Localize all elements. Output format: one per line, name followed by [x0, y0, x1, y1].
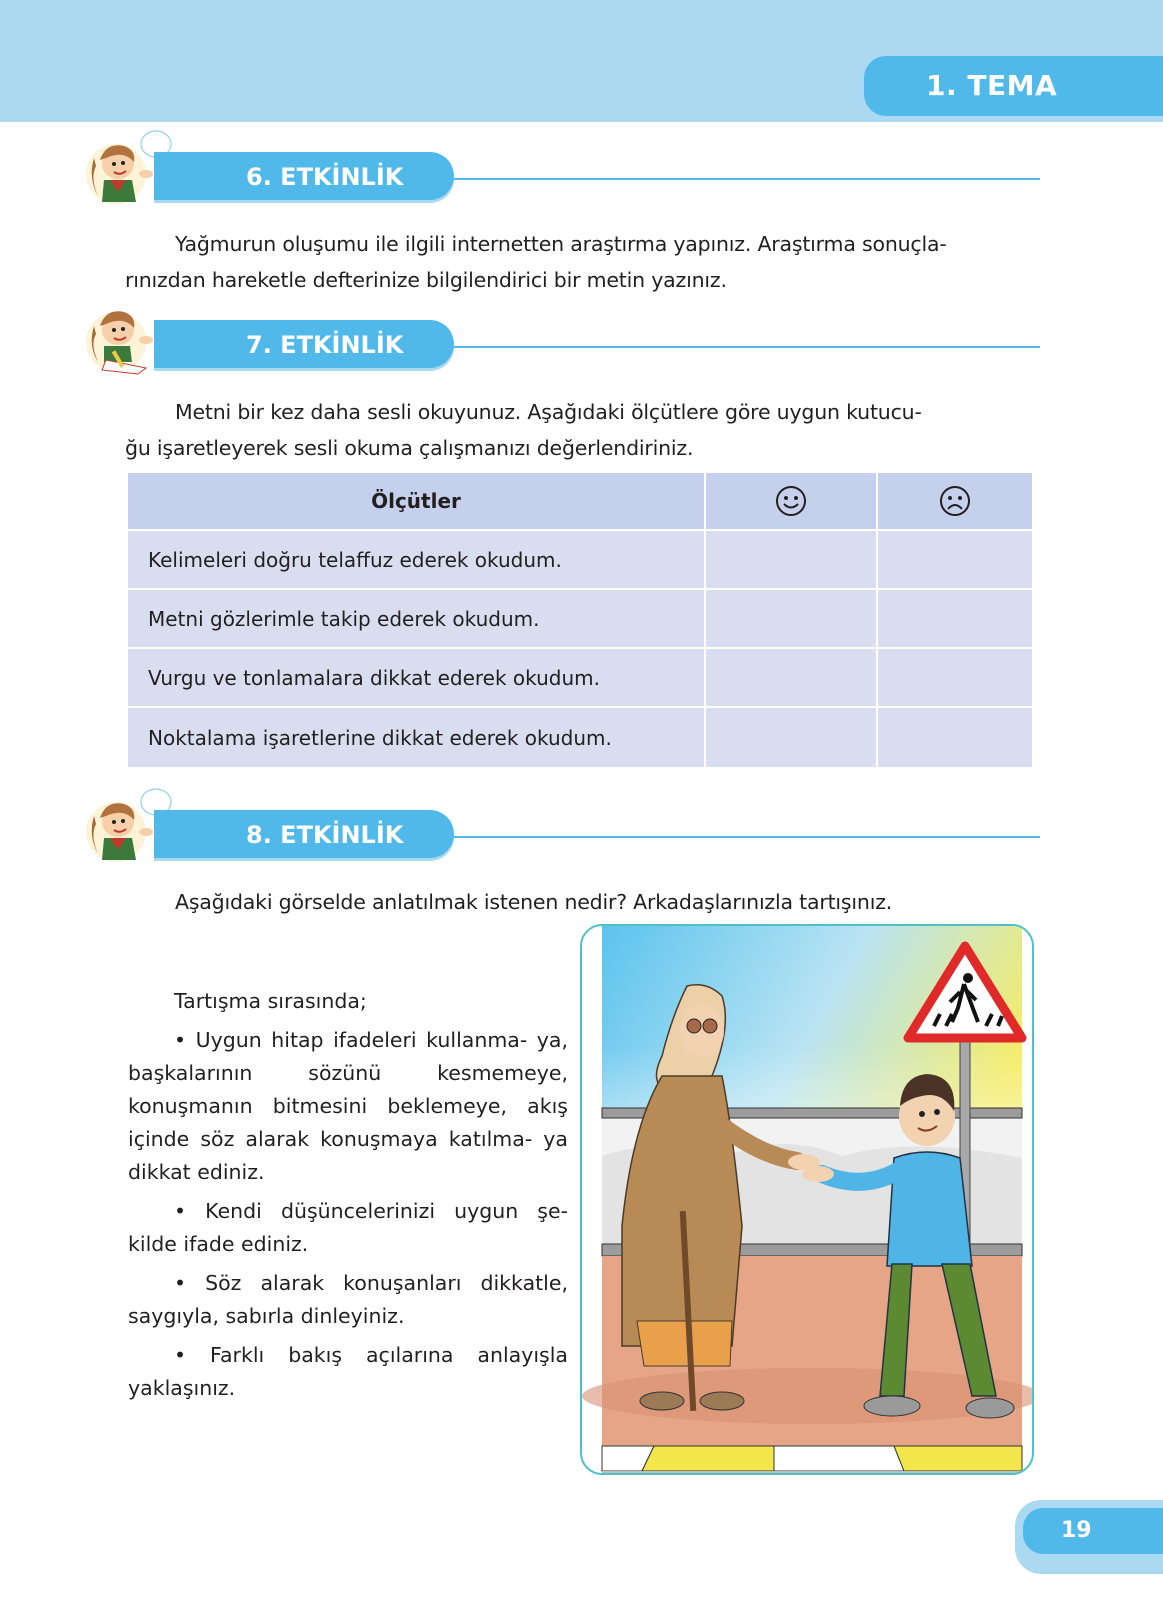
page-number: 19 — [1023, 1508, 1163, 1554]
table-row — [128, 649, 1032, 708]
activity-6-title: 6. ETKİNLİK — [154, 152, 454, 200]
activity-8-title: 8. ETKİNLİK — [154, 810, 454, 858]
page-number-tab — [1015, 1500, 1163, 1574]
table-row — [128, 590, 1032, 649]
activity-7-text — [125, 394, 1035, 466]
happy-checkbox-cell[interactable] — [706, 708, 878, 767]
sad-checkbox-cell[interactable] — [878, 708, 1032, 767]
guideline-item: • Kendi düşüncelerinizi uygun şe- kilde ifade ediniz. — [128, 1199, 568, 1256]
activity-7-title: 7. ETKİNLİK — [154, 320, 454, 368]
smiley-face-icon — [775, 485, 807, 517]
guideline-item: • Uygun hitap ifadeleri kullanma- ya, başkalarının sözünü kesmemeye, konuşmanın bitmesini beklemeye, akış içinde söz alarak konuşmaya katılma- ya dikkat ediniz. — [128, 1028, 568, 1184]
activity-8-text — [125, 884, 1035, 920]
criterion-text: Metni gözlerimle takip ederek okudum. — [128, 590, 706, 649]
happy-checkbox-cell[interactable] — [706, 590, 878, 649]
column-header-sad — [878, 473, 1032, 531]
activity-6-line1: Yağmurun oluşumu ile ilgili internetten araştırma yapınız. Araştırma sonuçla- — [175, 232, 947, 256]
criterion-text: Vurgu ve tonlamalara dikkat ederek okudum. — [128, 649, 706, 708]
criterion-text: Noktalama işaretlerine dikkat ederek okudum. — [128, 708, 706, 767]
column-header-criteria: Ölçütler — [128, 473, 706, 531]
divider-line — [454, 836, 1040, 838]
discussion-intro: Tartışma sırasında; — [174, 989, 367, 1013]
crosswalk-illustration — [580, 924, 1034, 1475]
sad-checkbox-cell[interactable] — [878, 590, 1032, 649]
guideline-item: • Farklı bakış açılarına anlayışla yaklaşınız. — [128, 1343, 568, 1400]
activity-8-header — [70, 786, 1040, 866]
sad-checkbox-cell[interactable] — [878, 531, 1032, 590]
activity-8-line1: Aşağıdaki görselde anlatılmak istenen nedir? Arkadaşlarınızla tartışınız. — [175, 890, 893, 914]
table-row — [128, 531, 1032, 590]
activity-7-line2: ğu işaretleyerek sesli okuma çalışmanızı değerlendiriniz. — [125, 436, 694, 460]
table-header-row — [128, 473, 1032, 531]
activity-7-line1: Metni bir kez daha sesli okuyunuz. Aşağıdaki ölçütlere göre uygun kutucu- — [175, 400, 922, 424]
divider-line — [454, 178, 1040, 180]
divider-line — [454, 346, 1040, 348]
activity-6-text — [125, 226, 1035, 298]
happy-checkbox-cell[interactable] — [706, 531, 878, 590]
activity-6-line2: rınızdan hareketle defterinize bilgilendirici bir metin yazınız. — [125, 268, 727, 292]
table-row — [128, 708, 1032, 767]
criterion-text: Kelimeleri doğru telaffuz ederek okudum. — [128, 531, 706, 590]
discussion-guidelines — [128, 985, 568, 1411]
sad-checkbox-cell[interactable] — [878, 649, 1032, 708]
guideline-item: • Söz alarak konuşanları dikkatle, saygıyla, sabırla dinleyiniz. — [128, 1271, 568, 1328]
happy-checkbox-cell[interactable] — [706, 649, 878, 708]
criteria-table — [128, 473, 1032, 767]
crosswalk-scene-image — [582, 926, 1034, 1475]
column-header-happy — [706, 473, 878, 531]
activity-6-header — [70, 128, 1040, 208]
theme-tab: 1. TEMA — [864, 56, 1163, 116]
sad-face-icon — [939, 485, 971, 517]
activity-7-header — [70, 296, 1040, 376]
